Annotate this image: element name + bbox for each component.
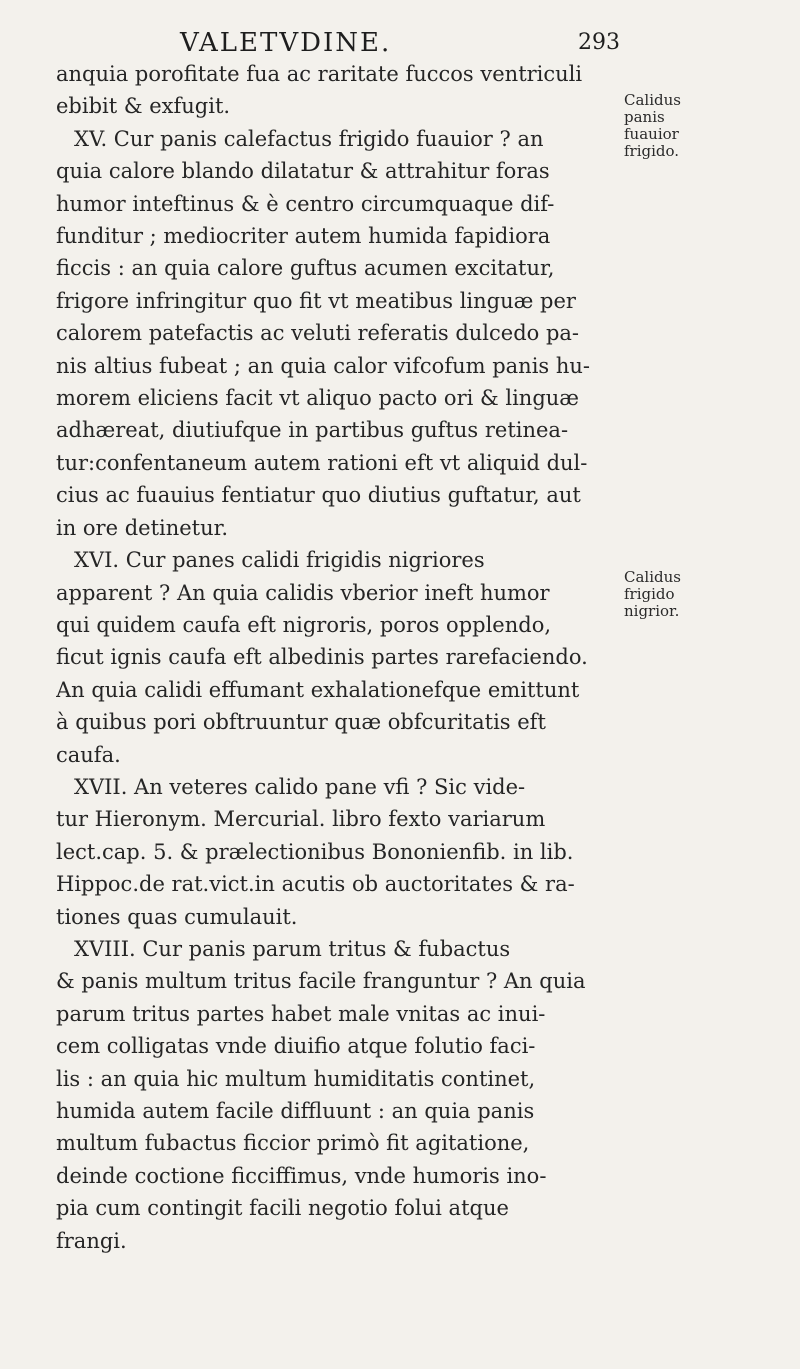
- text-line: XVIII. Cur panis parum tritus & fubactus: [74, 936, 511, 961]
- note-line: frigido: [624, 585, 675, 603]
- note-line: fuauior: [624, 125, 679, 143]
- text-line: funditur ; mediocriter autem humida fapidiora: [56, 224, 551, 249]
- text-line: multum fubactus ficcior primò fit agitatione,: [56, 1131, 530, 1156]
- text-line: calorem patefactis ac veluti referatis dulcedo pa-: [56, 321, 580, 346]
- note-line: frigido.: [624, 142, 680, 160]
- text-line: cem colligatas vnde diuifio atque folutio faci-: [56, 1034, 536, 1059]
- text-line: apparent ? An quia calidis vberior ineft humor: [56, 580, 550, 605]
- note-line: Calidus: [624, 568, 681, 586]
- text-line: humor inteftinus & è centro circumquaque dif-: [56, 191, 555, 216]
- text-line: An quia calidi effumant exhalationefque emittunt: [56, 677, 580, 702]
- text-line: lect.cap. 5. & prælectionibus Bononienfib. in lib.: [56, 839, 574, 864]
- text-line: tur:confentaneum autem rationi eft vt aliquid dul-: [56, 450, 588, 475]
- note-line: nigrior.: [624, 602, 680, 620]
- text-line: tur Hieronym. Mercurial. libro fexto variarum: [56, 807, 546, 832]
- text-line: ebibit & exfugit.: [56, 94, 231, 119]
- text-line: Hippoc.de rat.vict.in acutis ob auctoritates & ra-: [56, 872, 575, 897]
- text-line: pia cum contingit facili negotio folui atque: [56, 1196, 509, 1221]
- text-line: parum tritus partes habet male vnitas ac inui-: [56, 1001, 546, 1026]
- note-line: panis: [624, 108, 665, 126]
- marginal-note-1: [624, 92, 714, 160]
- note-line: Calidus: [624, 91, 681, 109]
- body-text: [56, 58, 612, 1257]
- marginal-note-2: [624, 569, 714, 620]
- text-line: deinde coctione ficciffimus, vnde humoris ino-: [56, 1163, 547, 1188]
- page-number: 293: [578, 30, 620, 55]
- text-line: nis altius fubeat ; an quia calor vifcofum panis hu-: [56, 353, 591, 378]
- running-head: [180, 28, 620, 58]
- text-line: tiones quas cumulauit.: [56, 904, 298, 929]
- text-line: ficcis : an quia calore guftus acumen excitatur,: [56, 256, 555, 281]
- text-line: XVII. An veteres calido pane vfi ? Sic vide-: [74, 774, 526, 799]
- text-line: anquia porofitate fua ac raritate fuccos ventriculi: [56, 62, 583, 86]
- text-line: lis : an quia hic multum humiditatis continet,: [56, 1066, 536, 1091]
- text-line: & panis multum tritus facile franguntur ? An quia: [56, 969, 586, 994]
- text-line: XVI. Cur panes calidi frigidis nigriores: [74, 548, 485, 573]
- text-line: cius ac fuauius fentiatur quo diutius guftatur, aut: [56, 483, 581, 508]
- text-line: adhæreat, diutiufque in partibus guftus retinea-: [56, 418, 569, 443]
- text-line: in ore detinetur.: [56, 515, 229, 540]
- text-line: ficut ignis caufa eft albedinis partes rarefaciendo.: [56, 645, 588, 670]
- text-line: caufa.: [56, 742, 121, 767]
- text-line: frangi.: [56, 1228, 127, 1253]
- text-line: XV. Cur panis calefactus frigido fuauior ? an: [74, 126, 544, 151]
- text-line: à quibus pori obftruuntur quæ obfcuritatis eft: [56, 710, 546, 735]
- running-title: VALETVDINE.: [180, 28, 392, 58]
- text-line: qui quidem caufa eft nigroris, poros opplendo,: [56, 612, 552, 637]
- text-line: frigore infringitur quo fit vt meatibus linguæ per: [56, 288, 576, 313]
- text-line: quia calore blando dilatatur & attrahitur foras: [56, 159, 550, 184]
- text-line: morem eliciens facit vt aliquo pacto ori & linguæ: [56, 386, 580, 411]
- text-line: humida autem facile diffluunt : an quia panis: [56, 1099, 535, 1123]
